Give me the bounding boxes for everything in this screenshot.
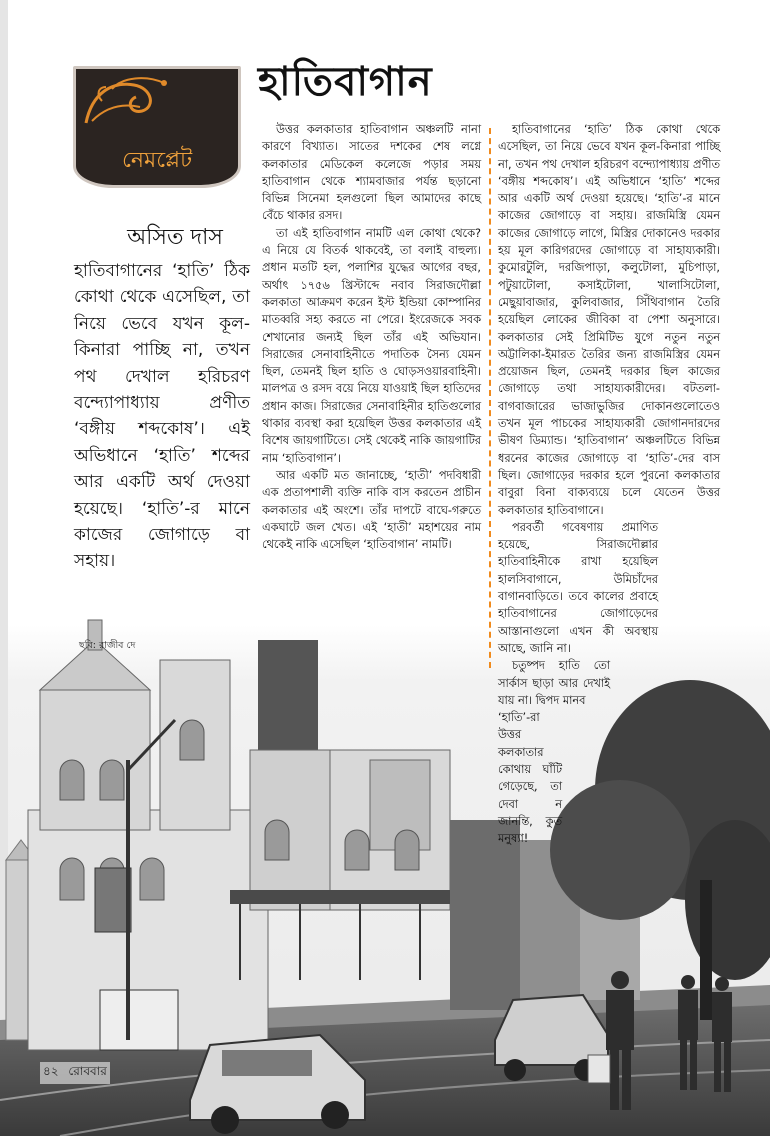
paragraph: ‘হাতি’-রা উত্তর কলকাতার কোথায় ঘাঁটি গেড়েছে, তা দেবা ন জানন্তি, কুত মনুষ্যা! — [498, 711, 562, 846]
ornament-swirl-icon — [82, 73, 174, 129]
page-number: ৪২ — [43, 1064, 59, 1078]
paragraph: চতুষ্পদ হাতি তো সার্কাস ছাড়া আর দেখাই যায় না। দ্বিপদ মানব — [498, 659, 610, 707]
intro-text: হাতিবাগানের ‘হাতি’ ঠিক কোথা থেকে এসেছিল, তা নিয়ে ভেবে যখন কূল-কিনারা পাচ্ছি না, তখন পথ দেখাল হরিচরণ বন্দ্যোপাধ্যায় প্রণীত ‘বঙ্গীয় শব্দকোষ’। এই অভিধানে ‘হাতি’ শব্দের আর একটি অর্থ দেওয়া হয়েছে। ‘হাতি’-র মানে কাজের জোগাড়ে বা সহায়। — [74, 261, 250, 572]
article-column-1 — [262, 121, 481, 553]
paragraph: পরবর্তী গবেষণায় প্রমাণিত হয়েছে, সিরাজদৌল্লার হাতিবাহিনীকে রাখা হয়েছিল হালসিবাগানে, উমিচাঁদের বাগানবাড়িতে। তবে কালের প্রবাহে হাতিবাগানের জোগাড়েদের আস্তানাগুলো এখন কী অবস্থায় আছে, জানি না। — [498, 520, 658, 655]
paragraph: উত্তর কলকাতার হাতিবাগান অঞ্চলটি নানা কারণে বিখ্যাত। সাতের দশকের শেষ লগ্নে কলকাতার মেডিকেল কলেজে পড়ার সময় হাতিবাগান থেকে শ্যামবাজার পর্যন্ত ছড়ানো বিভিন্ন সিনেমা হলগুলো ছিল আমাদের কাছে বেঁচে থাকার রসদ। — [262, 123, 481, 223]
photo-credit: ছবি: রাজীব দে — [79, 640, 136, 651]
paragraph: হাতিবাগানের ‘হাতি’ ঠিক কোথা থেকে এসেছিল, তা নিয়ে ভেবে যখন কূল-কিনারা পাচ্ছি না, তখন পথ দেখাল হরিচরণ বন্দ্যোপাধ্যায় প্রণীত ‘বঙ্গীয় শব্দকোষ’। এই অভিধানে ‘হাতি’ শব্দের আর একটি অর্থ দেওয়া হয়েছে। ‘হাতি’-র মানে কাজের জোগাড়ে বা সহায়। রাজমিস্ত্রি যেমন কাজের জোগাড়ে লাগে, মিস্ত্রির দোকানেও দরকার হয় মূল কারিগরদের জোগাড়ে বা সাহায্যকারী। কুমোরটুলি, দরজিপাড়া, কলুটোলা, মুচিপাড়া, পটুয়াটোলা, কসাইটোলা, খালাসিটোলা, মেছুয়াবাজার, কুলিবাজার, সিঁথিবাগান তৈরি হয়েছিল লোকের জীবিকা বা পেশা অনুসারে। কলকাতার সেই প্রিমিটিভ যুগে নতুন নতুন অট্টালিকা-ইমারত তৈরির জন্য রাজমিস্ত্রির যেমন প্রয়োজন ছিল, তেমনই দরকার ছিল কাজের জোগাড়ে তথা সাহায্যকারীদের। বটতলা-বাগবাজারের ভাজাভুজির দোকানগুলোতেও তখন মূল পাচকের সাহায্যকারী জোগানদারদের ভীষণ ডিম্যান্ড। ‘হাতিবাগান’ অঞ্চলটিতে বিভিন্ন ধরনের কাজের জোগাড়ে বা ‘হাতি’-দের বাস ছিল। জোগাড়ের দরকার হলে পুরনো কলকাতার বাবুরা বিনা বাক্যব্যয়ে চলে যেতেন উত্তর কলকাতার হাতিবাগানে। — [498, 123, 720, 517]
heritage-building — [28, 620, 470, 1050]
page-title: হাতিবাগান — [258, 59, 433, 105]
magazine-section-name: রোববার — [68, 1064, 107, 1078]
paragraph: আর একটি মত জানাচ্ছে, ‘হাতী’ পদবিধারী এক প্রতাপশালী ব্যক্তি নাকি বাস করতেন প্রাচীন কলকাতার এই অংশে। তাঁর দাপটে বাঘে-গরুতে একঘাটে জল খেত। এই ‘হাতী’ মহাশয়ের নাম থেকেই নাকি এসেছিল ‘হাতিবাগান’ নামটি। — [262, 468, 481, 552]
paragraph: তা এই হাতিবাগান নামটি এল কোথা থেকে? এ নিয়ে যে বিতর্ক থাকবেই, তা বলাই বাহুল্য। প্রধান মতটি হল, পলাশির যুদ্ধের আগের বছর, অর্থাৎ ১৭৫৬ খ্রিস্টাব্দে নবাব সিরাজদৌল্লা কলকাতা আক্রমণ করেন ইস্ট ইন্ডিয়া কোম্পানির মাতব্বরি সহ্য করতে না পেরে। ইংরেজকে সবক শেখানোর জন্যই ছিল তাঁর এই অভিযান। সিরাজের সেনাবাহিনীতে পদাতিক সৈন্য যেমন ছিল, তেমনই ছিল হাতি ও ঘোড়সওয়ারবাহিনী। মালপত্র ও রসদ বয়ে নিয়ে যাওয়াই ছিল হাতিদের প্রধান কাজ। সিরাজের সেনাবাহিনীর হাতিগুলোর থাকার ব্যবস্থা করা হয়েছিল উত্তর কলকাতার এই বিশেষ জায়গাটিতে। সেই থেকেই নাকি জায়গাটির নাম ‘হাতিবাগান’। — [262, 226, 481, 465]
article-column-2 — [498, 121, 720, 847]
column-divider — [489, 128, 491, 668]
author-byline: অসিত দাস — [127, 225, 223, 250]
section-label: নেমপ্লেট — [121, 148, 193, 173]
page-footer — [40, 1062, 110, 1084]
section-nameplate — [73, 66, 241, 188]
